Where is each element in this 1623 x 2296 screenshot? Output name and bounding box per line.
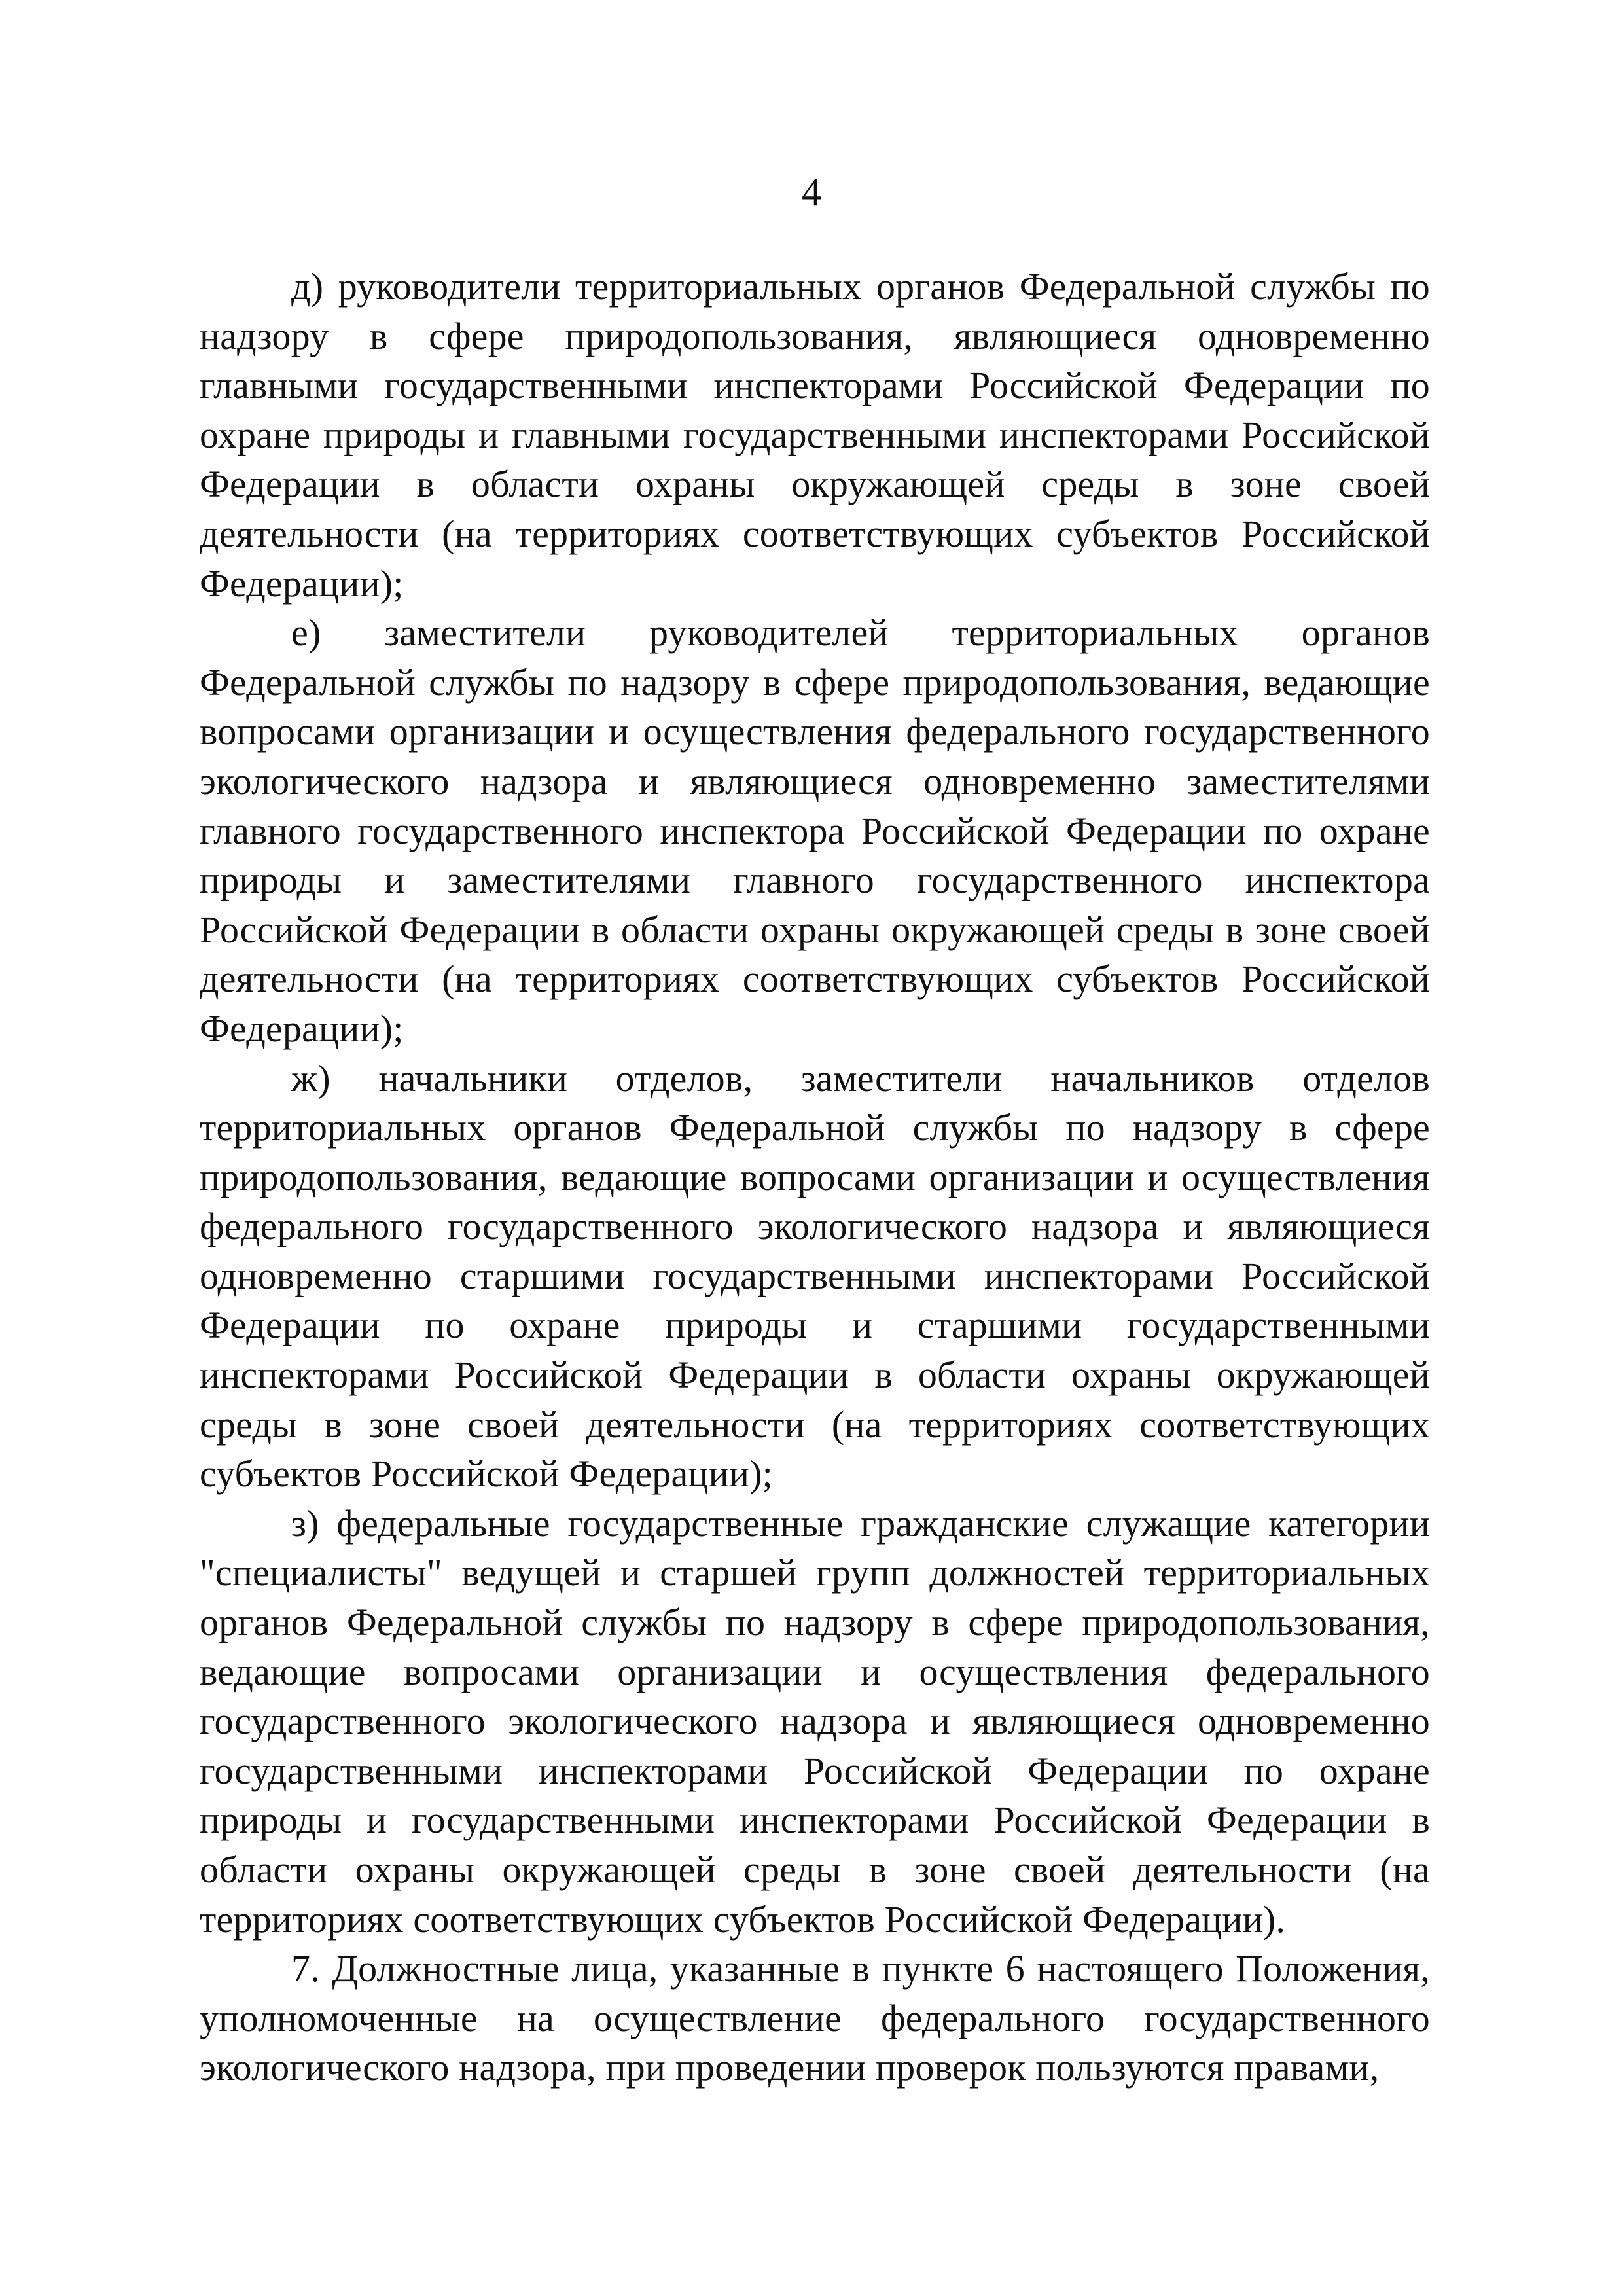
section-number: 7. — [291, 1947, 320, 1990]
paragraph-d — [200, 262, 1430, 608]
paragraph-text: федеральные государственные гражданские служащие категории "специалисты" ведущей и старшей групп должностей территориальных органов Федеральной службы по надзору в сфере природопользования, ведающие вопросами организации и осуществления федерального государственного экологического надзора и являющиеся одновременно государственными инспекторами Российской Федерации по охране природы и государственными инспекторами Российской Федерации в области охраны окружающей среды в зоне своей деятельности (на территориях соответствующих субъектов Российской Федерации). — [200, 1501, 1431, 1941]
paragraph-text: руководители территориальных органов Федеральной службы по надзору в сфере природопользования, являющиеся одновременно главными государственными инспекторами Российской Федерации по охране природы и главными государственными инспекторами Российской Федерации в области охраны окружающей среды в зоне своей деятельности (на территориях соответствующих субъектов Российской Федерации); — [200, 265, 1430, 605]
list-label: д) — [291, 265, 324, 308]
page-number: 4 — [802, 170, 821, 213]
paragraph-text: Должностные лица, указанные в пункте 6 настоящего Положения, уполномоченные на осуществление федерального государственного экологического надзора, при проведении проверок пользуются правами, — [200, 1947, 1431, 2089]
paragraph-e — [200, 608, 1430, 1053]
paragraph-text: заместители руководителей территориальных органов Федеральной службы по надзору в сфере природопользования, ведающие вопросами организации и осуществления федерального государственного экологического надзора и являющиеся одновременно заместителями главного государственного инспектора Российской Федерации по охране природы и заместителями главного государственного инспектора Российской Федерации в области охраны окружающей среды в зоне своей деятельности (на территориях соответствующих субъектов Российской Федерации); — [200, 611, 1431, 1050]
paragraph-7 — [200, 1944, 1430, 2092]
paragraph-z — [200, 1499, 1430, 1944]
paragraph-zh — [200, 1054, 1430, 1499]
paragraph-text: начальники отделов, заместители начальников отделов территориальных органов Федеральной службы по надзору в сфере природопользования, ведающие вопросами организации и осуществления федерального государственного экологического надзора и являющиеся одновременно старшими государственными инспекторами Российской Федерации по охране природы и старшими государственными инспекторами Российской Федерации в области охраны окружающей среды в зоне своей деятельности (на территориях соответствующих субъектов Российской Федерации); — [200, 1056, 1430, 1496]
list-label: з) — [291, 1501, 319, 1545]
document-body — [200, 262, 1430, 2092]
list-label: е) — [291, 611, 321, 655]
list-label: ж) — [291, 1056, 330, 1100]
